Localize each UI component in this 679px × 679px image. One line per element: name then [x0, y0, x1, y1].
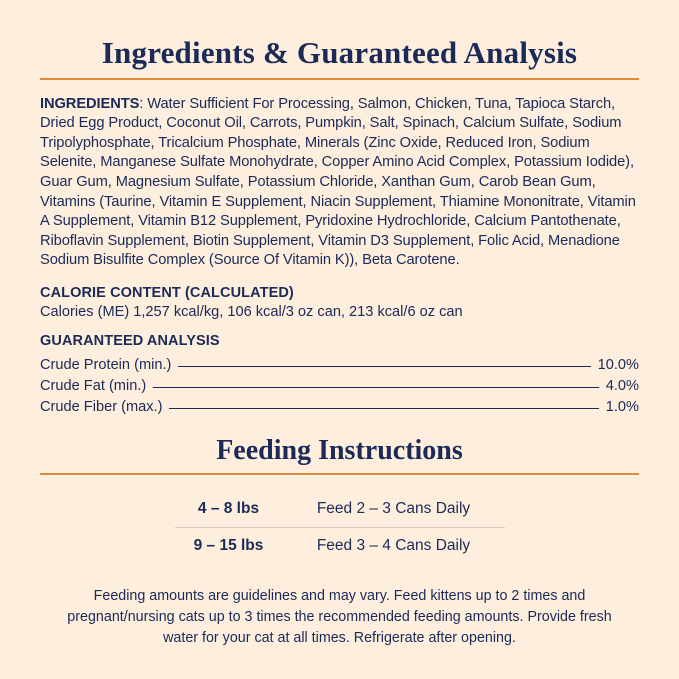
ingredients-text: : Water Sufficient For Processing, Salmon, Chicken, Tuna, Tapioca Starch, Dried Egg Product, Coconut Oil, Carrots, Pumpkin, Salt, Spinach, Calcium Sulfate, Sodium Tripolyphosphate, Tricalcium Phosphate, Minerals (Zinc Oxide, Reduced Iron, Sodium Selenite, Manganese Sulfate Monohydrate, Copper Amino Acid Complex, Potassium Iodide), Guar Gum, Magnesium Sulfate, Potassium Chloride, Xanthan Gum, Carob Bean Gum, Vitamins (Taurine, Vitamin E Supplement, Niacin Supplement, Thiamine Mononitrate, Vitamin A Supplement, Vitamin B12 Supplement, Pyridoxine Hydrochloride, Calcium Pantothenate, Riboflavin Supplement, Biotin Supplement, Vitamin D3 Supplement, Folic Acid, Menadione Sodium Bisulfite Complex (Source Of Vitamin K)), Beta Carotene. [40, 95, 636, 269]
leader-line [153, 379, 599, 388]
ingredients-label: INGREDIENTS [40, 95, 140, 112]
guaranteed-analysis-row [40, 375, 639, 396]
calorie-content-heading: CALORIE CONTENT (CALCULATED) [40, 285, 294, 302]
feeding-amount: Feed 2 – 3 Cans Daily [316, 500, 471, 518]
feeding-instructions-title: Feeding Instructions [216, 435, 463, 467]
table-row [175, 491, 505, 528]
table-row [175, 528, 505, 564]
nutrient-value: 1.0% [605, 398, 639, 415]
nutrient-name: Crude Fat (min.) [40, 377, 147, 394]
guaranteed-analysis-row [40, 396, 639, 417]
feeding-table [175, 491, 505, 564]
weight-range: 9 – 15 lbs [193, 537, 264, 555]
nutrient-name: Crude Fiber (max.) [40, 398, 163, 415]
leader-line [178, 358, 590, 367]
weight-range: 4 – 8 lbs [197, 500, 260, 518]
nutrient-name: Crude Protein (min.) [40, 356, 172, 373]
feeding-divider [40, 473, 639, 475]
page-title: Ingredients & Guaranteed Analysis [101, 35, 578, 70]
guaranteed-analysis-row [40, 354, 639, 375]
nutrient-value: 4.0% [605, 377, 639, 394]
nutrient-value: 10.0% [597, 356, 639, 373]
feeding-footnote: Feeding amounts are guidelines and may vary. Feed kittens up to 2 times and pregnant/nursing cats up to 3 times the recommended feeding amounts. Provide fresh water for your cat at all times. Refrigerate after opening. [67, 588, 612, 646]
leader-line [169, 400, 598, 409]
calorie-content-text: Calories (ME) 1,257 kcal/kg, 106 kcal/3 oz can, 213 kcal/6 oz can [40, 304, 463, 321]
ingredients-paragraph [40, 95, 639, 271]
guaranteed-analysis-list [40, 354, 639, 417]
title-divider [40, 78, 639, 80]
guaranteed-analysis-heading: GUARANTEED ANALYSIS [40, 333, 220, 350]
feeding-amount: Feed 3 – 4 Cans Daily [316, 537, 471, 555]
